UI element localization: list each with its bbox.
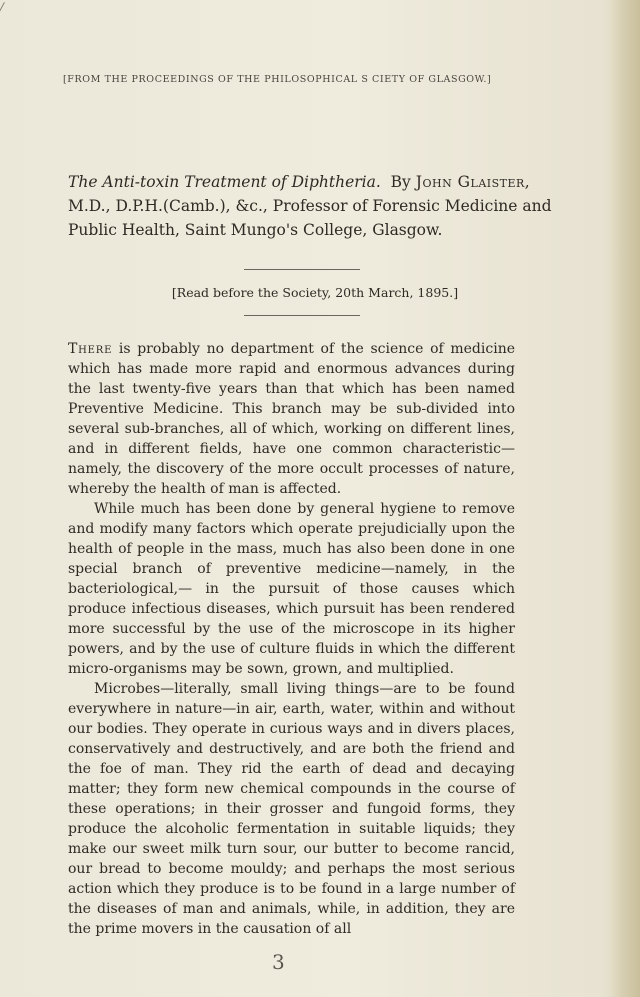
paragraph [68, 679, 515, 939]
paragraph-text: is probably no department of the science of medicine which has made more rapid and enormous advances during the last twenty-five years than that which has been named Preventive Medicine. This branch may be sub-divided into several sub-branches, all of which, working on different lines, and in different fields, have one common characteristic—namely, the discovery of the more occult processes of nature, whereby the health of man is affected. [68, 341, 515, 497]
author-credentials: M.D., D.P.H.(Camb.), &c., Professor of Forensic Medicine and Public Health, Saint Mungo's College, Glasgow. [68, 197, 552, 239]
paragraph-text: Microbes—literally, small living things—are to be found everywhere in nature—in air, earth, water, within and without our bodies. They operate in curious ways and in divers places, conservatively and destructively, and are both the friend and the foe of man. They rid the earth of dead and decaying matter; they form new chemical compounds in the course of these operations; in their grosser and fungoid forms, they produce the alcoholic fermentation in suitable liquids; they make our sweet milk turn sour, our butter to become rancid, our bread to become mouldy; and perhaps the most serious action which they produce is to be found in a large number of the diseases of man and animals, while, in addition, they are the prime movers in the causation of all [68, 681, 515, 937]
running-header: [FROM THE PROCEEDINGS OF THE PHILOSOPHICAL S CIETY OF GLASGOW.] [63, 74, 492, 85]
author-name: John Glaister, [415, 173, 531, 191]
article-title: The Anti-toxin Treatment of Diphtheria. [68, 173, 381, 191]
page-number: 3 [272, 950, 285, 974]
paragraph [68, 339, 515, 499]
rule-bottom [244, 315, 360, 316]
paragraph [68, 499, 515, 679]
article-body [68, 339, 515, 939]
article-heading [68, 170, 558, 242]
by-label: By [390, 173, 411, 191]
paragraph-lead-word: There [68, 341, 113, 357]
read-note: [Read before the Society, 20th March, 1895.] [171, 285, 459, 300]
rule-top [244, 269, 360, 270]
paragraph-text: While much has been done by general hygiene to remove and modify many factors which operate prejudicially upon the health of people in the mass, much has also been done in one special branch of preventive medicine—namely, in the bacteriological,— in the pursuit of those causes which produce infectious diseases, which pursuit has been rendered more successful by the use of the microscope in its higher powers, and by the use of culture fluids in which the different micro-organisms may be sown, grown, and multiplied. [68, 501, 515, 677]
page-edge-shadow [610, 0, 640, 997]
